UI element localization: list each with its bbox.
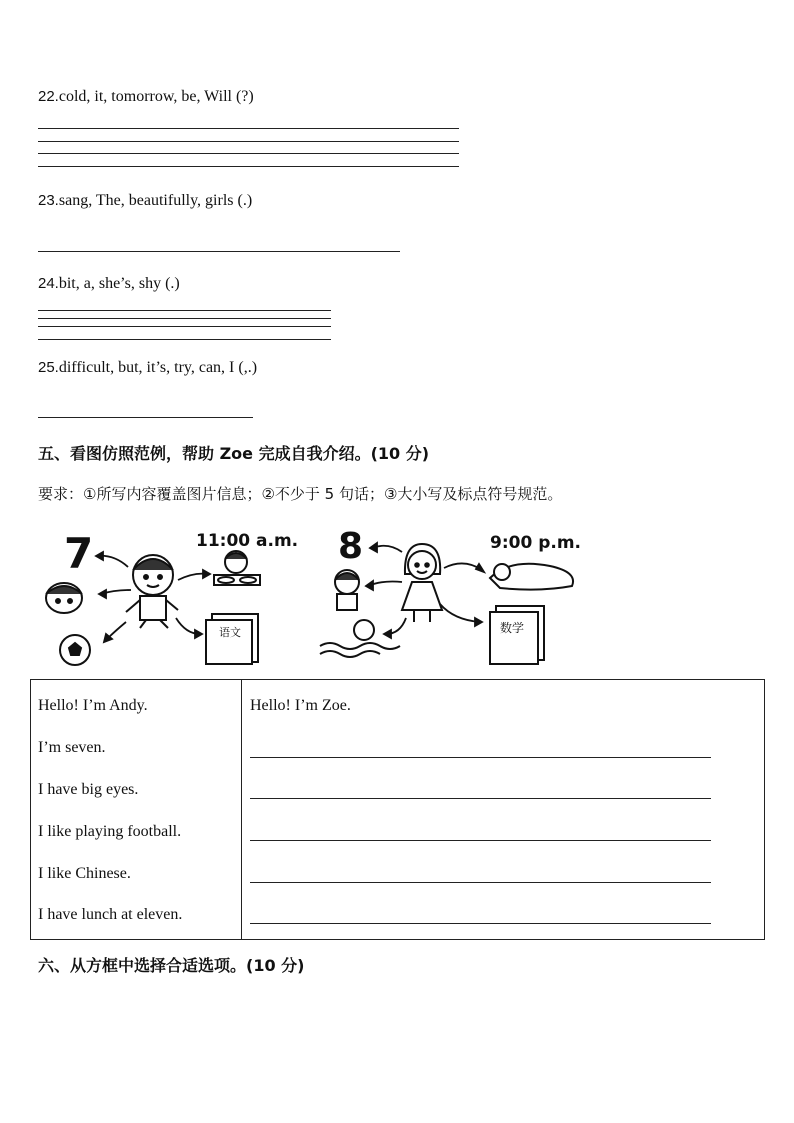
example-line: I have big eyes.	[38, 781, 139, 798]
writing-line[interactable]	[250, 757, 711, 758]
example-line: I have lunch at eleven.	[38, 906, 183, 923]
football-icon	[60, 635, 90, 665]
writing-line[interactable]	[250, 923, 711, 924]
answer-line[interactable]	[38, 318, 331, 319]
question-number: 23.	[38, 192, 59, 209]
section-6-heading: 六、从方框中选择合适选项。(10 分)	[38, 956, 305, 975]
answer-line[interactable]	[38, 153, 459, 154]
zoe-illustration	[310, 522, 600, 672]
small-face-icon	[46, 583, 82, 613]
small-girl-icon	[335, 570, 359, 610]
question-words: bit, a, she’s, shy (.)	[58, 275, 180, 292]
example-column	[31, 680, 242, 940]
answer-line[interactable]	[38, 141, 459, 142]
question-number: 22.	[38, 88, 59, 105]
answer-column	[242, 680, 765, 940]
swimming-icon	[320, 620, 400, 657]
answer-line[interactable]	[38, 339, 331, 340]
example-line: Hello! I’m Andy.	[38, 697, 148, 714]
answer-line[interactable]	[38, 128, 459, 129]
boy-icon	[126, 555, 178, 628]
answer-line[interactable]	[38, 326, 331, 327]
question-24	[38, 275, 180, 293]
example-line: I like Chinese.	[38, 865, 131, 882]
zoe-first-line: Hello! I’m Zoe.	[250, 697, 351, 714]
example-line: I’m seven.	[38, 739, 106, 756]
question-number: 25.	[38, 359, 59, 376]
math-book-label: 数学	[500, 621, 525, 635]
answer-line[interactable]	[38, 166, 459, 167]
section-5-requirement: 要求：①所写内容覆盖图片信息；②不少于 5 句话；③大小写及标点符号规范。	[38, 485, 563, 503]
zoe-time-label: 9:00 p.m.	[490, 533, 582, 553]
self-intro-table	[30, 679, 765, 940]
girl-icon	[402, 544, 442, 622]
question-words: cold, it, tomorrow, be, Will (?)	[58, 88, 254, 105]
answer-line[interactable]	[38, 417, 253, 418]
zoe-age-number: 8	[338, 526, 364, 567]
section-5-heading: 五、看图仿照范例，帮助 Zoe 完成自我介绍。(10 分)	[38, 444, 430, 463]
writing-line[interactable]	[250, 882, 711, 883]
chinese-book-label: 语文	[219, 626, 241, 639]
sleeping-icon	[490, 564, 573, 590]
question-words: difficult, but, it’s, try, can, I (,.)	[58, 359, 258, 376]
answer-line[interactable]	[38, 310, 331, 311]
example-line: I like playing football.	[38, 823, 182, 840]
question-22	[38, 88, 254, 106]
question-23	[38, 192, 252, 210]
andy-illustration	[36, 522, 336, 672]
question-number: 24.	[38, 275, 59, 292]
writing-line[interactable]	[250, 798, 711, 799]
question-25	[38, 359, 257, 377]
answer-line[interactable]	[38, 251, 400, 252]
writing-line[interactable]	[250, 840, 711, 841]
question-words: sang, The, beautifully, girls (.)	[58, 192, 253, 209]
chinese-book-icon	[206, 614, 258, 664]
eating-boy-icon	[214, 551, 260, 585]
math-book-icon	[490, 606, 544, 664]
andy-age-number: 7	[64, 529, 94, 578]
andy-time-label: 11:00 a.m.	[196, 531, 299, 551]
